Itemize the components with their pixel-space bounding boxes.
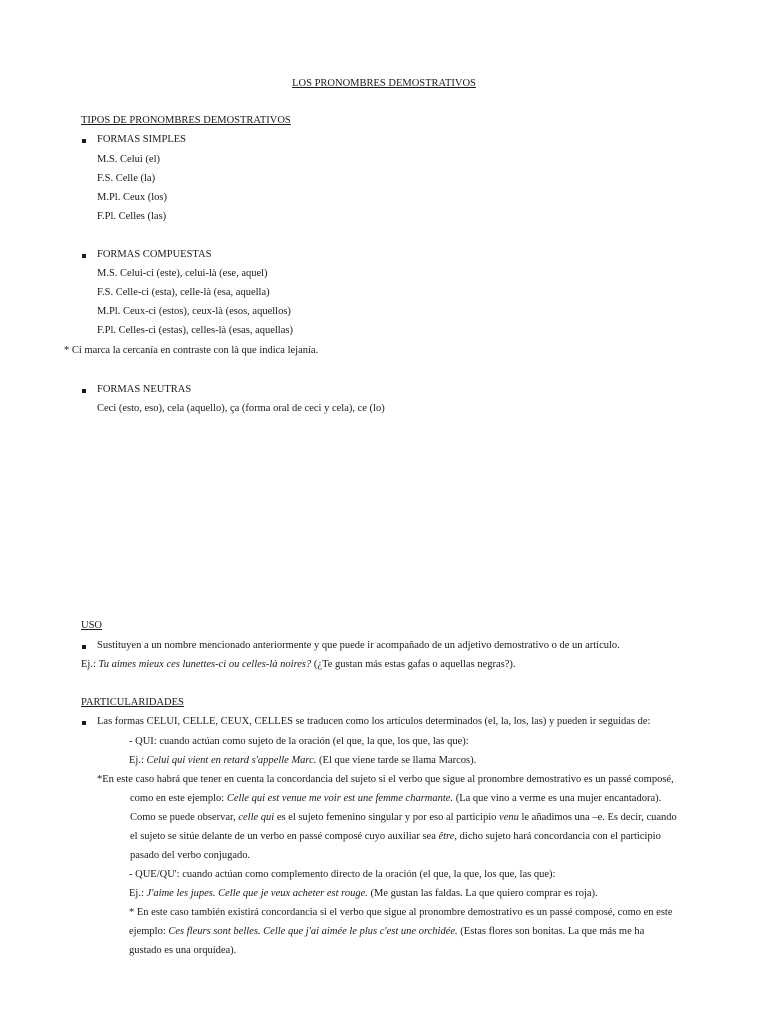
que-note-1: * En este caso también existirá concordancia si el verbo que sigue al pronombre demostrativo es un passé composé, como en este bbox=[129, 907, 673, 918]
ci-note: * Ci marca la cercanía en contraste con là que indica lejanía. bbox=[64, 345, 319, 356]
qui-note-2-italic: Celle qui est venue me voir est une femme charmante. bbox=[226, 793, 454, 804]
compuestas-line-4: F.Pl. Celles-ci (estas), celles-là (esas, aquellas) bbox=[97, 325, 293, 336]
qui-example bbox=[129, 756, 476, 767]
particularidades-heading: PARTICULARIDADES bbox=[81, 697, 184, 708]
qui-note-2-b: (La que vino a verme es una mujer encantadora). bbox=[453, 793, 662, 804]
que-example bbox=[129, 889, 598, 900]
simples-line-4: F.Pl. Celles (las) bbox=[97, 211, 167, 222]
que-note-2 bbox=[129, 927, 644, 938]
uso-text: Sustituyen a un nombre mencionado anteriormente y que puede ir acompañado de un adjetivo demostrativo o de un artículo. bbox=[97, 640, 620, 651]
uso-example-french: Tu aimes mieux ces lunettes-ci ou celles-là noires? bbox=[98, 659, 312, 670]
bullet-uso bbox=[82, 645, 86, 649]
qui-note-4 bbox=[130, 832, 661, 843]
qui-note-4-a: el sujeto se sitúe delante de un verbo en passé composé cuyo auxiliar sea bbox=[130, 831, 439, 842]
qui-note-3-b: es el sujeto femenino singular y por eso al participio bbox=[274, 812, 500, 823]
qui-note-3 bbox=[130, 813, 677, 824]
tipos-heading: TIPOS DE PRONOMBRES DEMOSTRATIVOS bbox=[81, 115, 291, 126]
simples-line-2: F.S. Celle (la) bbox=[97, 173, 156, 184]
qui-note-2 bbox=[130, 794, 661, 805]
simples-line-1: M.S. Celui (el) bbox=[97, 154, 160, 165]
qui-note-3-italic-2: venu bbox=[499, 812, 519, 823]
formas-neutras-label: FORMAS NEUTRAS bbox=[97, 384, 192, 395]
uso-heading: USO bbox=[81, 620, 103, 631]
compuestas-line-3: M.Pl. Ceux-ci (estos), ceux-là (esos, aquellos) bbox=[97, 306, 291, 317]
compuestas-line-1: M.S. Celui-ci (este), celui-là (ese, aquel) bbox=[97, 268, 268, 279]
qui-note-3-italic: celle qui bbox=[238, 812, 275, 823]
particularidades-text: Las formas CELUI, CELLE, CEUX, CELLES se traducen como los artículos determinados (el, la, los, las) y pueden ir seguidas de: bbox=[97, 716, 651, 727]
que-note-3: gustado es una orquídea). bbox=[129, 945, 237, 956]
formas-compuestas-label: FORMAS COMPUESTAS bbox=[97, 249, 212, 260]
qui-example-french: Celui qui vient en retard s'appelle Marc. bbox=[146, 755, 317, 766]
que-line: - QUE/QU': cuando actúan como complemento directo de la oración (el que, la que, los que, las que): bbox=[129, 869, 556, 880]
que-note-2-italic: Ces fleurs sont belles. Celle que j'ai aimée le plus c'est une orchidée. bbox=[168, 926, 458, 937]
qui-example-translation: (El que viene tarde se llama Marcos). bbox=[316, 755, 477, 766]
qui-note-3-a: Como se puede observar, bbox=[130, 812, 239, 823]
qui-line: - QUI: cuando actúan como sujeto de la oración (el que, la que, los que, las que): bbox=[129, 736, 469, 747]
formas-simples-label: FORMAS SIMPLES bbox=[97, 134, 186, 145]
page-title: LOS PRONOMBRES DEMOSTRATIVOS bbox=[292, 78, 476, 89]
uso-example-prefix: Ej.: bbox=[81, 659, 99, 670]
uso-example bbox=[81, 660, 516, 671]
qui-note-2-a: como en este ejemplo: bbox=[130, 793, 227, 804]
simples-line-3: M.Pl. Ceux (los) bbox=[97, 192, 168, 203]
qui-note-3-c: le añadimos una –e. Es decir, cuando bbox=[518, 812, 677, 823]
que-example-french: J'aime les jupes. Celle que je veux acheter est rouge. bbox=[146, 888, 368, 899]
que-example-translation: (Me gustan las faldas. La que quiero comprar es roja). bbox=[367, 888, 598, 899]
que-example-prefix: Ej.: bbox=[129, 888, 147, 899]
compuestas-line-2: F.S. Celle-ci (esta), celle-là (esa, aquella) bbox=[97, 287, 270, 298]
bullet-simples bbox=[82, 139, 86, 143]
uso-example-translation: (¿Te gustan más estas gafas o aquellas negras?). bbox=[311, 659, 516, 670]
neutras-line: Ceci (esto, eso), cela (aquello), ça (forma oral de ceci y cela), ce (lo) bbox=[97, 403, 385, 414]
qui-note-4-italic: être bbox=[438, 831, 455, 842]
que-note-2-b: (Estas flores son bonitas. La que más me ha bbox=[457, 926, 645, 937]
que-note-2-a: ejemplo: bbox=[129, 926, 169, 937]
bullet-compuestas bbox=[82, 254, 86, 258]
bullet-particularidades bbox=[82, 721, 86, 725]
qui-note-1: *En este caso habrá que tener en cuenta la concordancia del sujeto si el verbo que sigue al pronombre demostrativo es un passé composé, bbox=[97, 774, 674, 785]
qui-note-4-b: , dicho sujeto hará concordancia con el participio bbox=[454, 831, 661, 842]
bullet-neutras bbox=[82, 389, 86, 393]
qui-note-5: pasado del verbo conjugado. bbox=[130, 850, 251, 861]
qui-example-prefix: Ej.: bbox=[129, 755, 147, 766]
